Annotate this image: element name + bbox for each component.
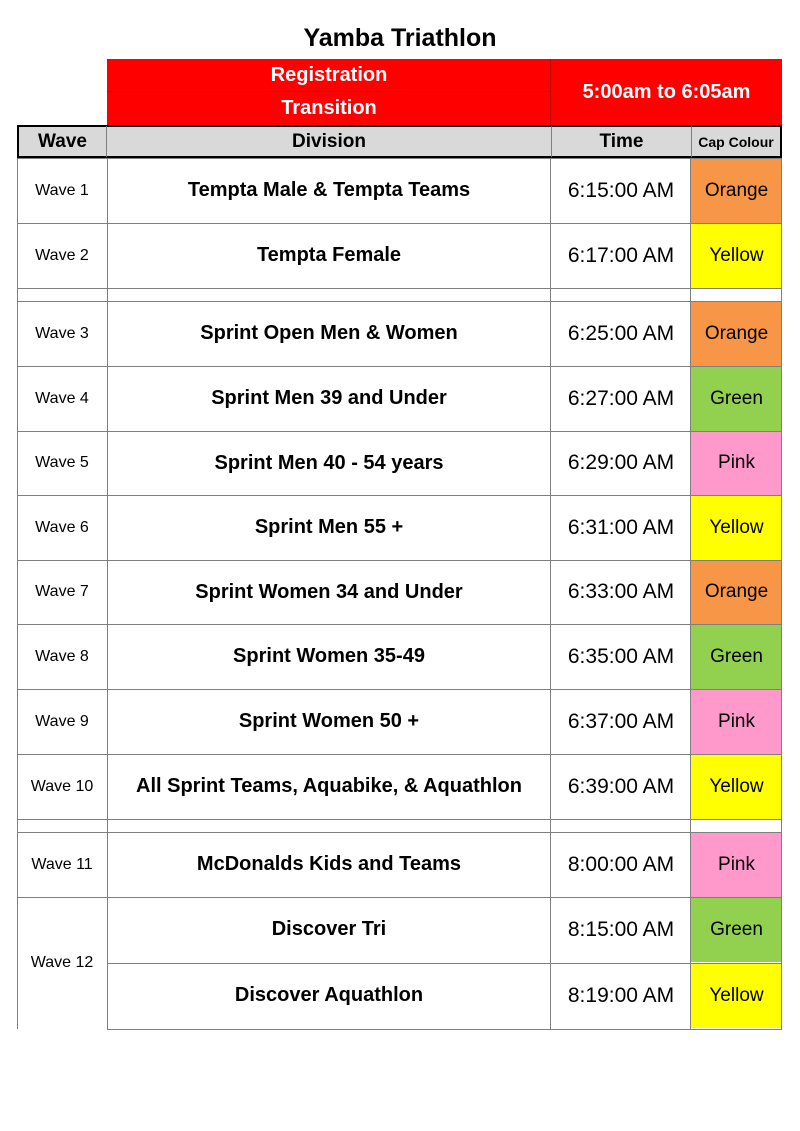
wave-cell-text: Wave 11 bbox=[31, 855, 93, 873]
division-cell bbox=[107, 366, 551, 431]
cap-colour-cell-text: Green bbox=[710, 918, 763, 940]
time-cell-text: 8:15:00 AM bbox=[567, 917, 675, 941]
row-divider bbox=[17, 754, 782, 755]
time-cell bbox=[551, 689, 691, 754]
division-cell bbox=[107, 560, 551, 624]
division-cell bbox=[107, 832, 551, 897]
wave-cell-text: Wave 2 bbox=[35, 246, 89, 264]
wave-cell bbox=[17, 158, 107, 223]
row-divider bbox=[17, 495, 782, 496]
cap-colour-cell-text: Green bbox=[710, 645, 763, 667]
row-divider bbox=[17, 223, 782, 224]
division-cell-text: Sprint Women 34 and Under bbox=[195, 580, 463, 603]
wave-cell bbox=[17, 754, 107, 819]
cap-colour-cell-text: Yellow bbox=[709, 984, 764, 1006]
division-cell-text: Sprint Men 40 - 54 years bbox=[214, 451, 444, 474]
column-header-division-text: Division bbox=[292, 130, 366, 152]
wave-cell-text: Wave 5 bbox=[35, 454, 89, 471]
transition-label bbox=[107, 92, 551, 125]
column-divider bbox=[107, 158, 108, 1029]
wave-cell bbox=[17, 495, 107, 560]
cap-colour-cell-text: Yellow bbox=[709, 516, 764, 538]
spacer-divider bbox=[17, 288, 782, 289]
wave-cell-text: Wave 12 bbox=[30, 954, 94, 971]
cap-colour-cell bbox=[691, 495, 782, 560]
cap-colour-cell bbox=[691, 624, 782, 689]
row-divider bbox=[17, 832, 782, 833]
wave-cell-text: Wave 6 bbox=[35, 518, 89, 536]
registration-text: Registration bbox=[270, 64, 388, 86]
division-cell-text: Sprint Women 50 + bbox=[238, 710, 420, 732]
row-divider bbox=[17, 689, 782, 690]
wave-cell bbox=[17, 560, 107, 624]
time-cell bbox=[551, 560, 691, 624]
wave-cell-text: Wave 10 bbox=[30, 777, 94, 795]
cap-colour-cell-text: Yellow bbox=[709, 775, 764, 797]
wave-cell bbox=[17, 431, 107, 495]
division-cell-text: All Sprint Teams, Aquabike, & Aquathlon bbox=[136, 775, 522, 797]
wave-cell-text: Wave 7 bbox=[35, 583, 89, 600]
time-cell-text: 8:19:00 AM bbox=[567, 983, 675, 1007]
time-cell-text: 8:00:00 AM bbox=[567, 852, 675, 876]
cap-colour-cell-text: Orange bbox=[704, 179, 769, 201]
column-header-time bbox=[551, 125, 691, 158]
cap-colour-cell bbox=[691, 560, 782, 624]
page-title: Yamba Triathlon bbox=[303, 24, 497, 52]
division-cell bbox=[107, 301, 551, 366]
time-cell-text: 6:25:00 AM bbox=[567, 321, 675, 345]
red-divider-vertical bbox=[550, 59, 551, 125]
cap-colour-cell bbox=[691, 897, 782, 962]
left-border bbox=[17, 158, 18, 1029]
column-divider bbox=[550, 158, 551, 1029]
row-divider bbox=[17, 897, 782, 898]
time-cell bbox=[551, 963, 691, 1028]
wave-cell bbox=[17, 624, 107, 689]
registration-time-text: 5:00am to 6:05am bbox=[582, 80, 751, 103]
division-cell-text: Tempta Male & Tempta Teams bbox=[187, 179, 471, 201]
column-divider bbox=[690, 158, 691, 1029]
cap-colour-cell bbox=[691, 689, 782, 754]
cap-colour-cell-text: Green bbox=[710, 387, 763, 409]
division-cell bbox=[107, 689, 551, 754]
column-header-time-text: Time bbox=[599, 130, 644, 152]
time-cell-text: 6:17:00 AM bbox=[567, 243, 675, 267]
time-cell bbox=[551, 301, 691, 366]
time-cell bbox=[551, 624, 691, 689]
cap-colour-cell bbox=[691, 366, 782, 431]
division-cell bbox=[107, 431, 551, 495]
division-cell bbox=[107, 624, 551, 689]
division-cell-text: Sprint Men 39 and Under bbox=[211, 387, 447, 409]
row-divider bbox=[17, 560, 782, 561]
cap-colour-cell-text: Pink bbox=[718, 452, 755, 473]
division-cell-text: Sprint Men 55 + bbox=[254, 516, 404, 538]
wave-cell bbox=[17, 366, 107, 431]
division-cell bbox=[107, 754, 551, 819]
wave-cell bbox=[17, 223, 107, 288]
time-cell-text: 6:35:00 AM bbox=[567, 644, 675, 668]
row-divider bbox=[17, 366, 782, 367]
division-cell bbox=[107, 963, 551, 1028]
column-header-cap-text: Cap Colour bbox=[698, 133, 774, 150]
cap-colour-cell-text: Yellow bbox=[709, 244, 764, 266]
time-cell bbox=[551, 158, 691, 223]
time-cell bbox=[551, 366, 691, 431]
wave-cell-text: Wave 1 bbox=[35, 181, 89, 199]
cap-colour-cell bbox=[691, 158, 782, 223]
time-cell bbox=[551, 754, 691, 819]
time-cell-text: 6:27:00 AM bbox=[567, 386, 675, 410]
time-cell bbox=[551, 897, 691, 962]
time-cell-text: 6:31:00 AM bbox=[567, 515, 675, 539]
division-cell-text: Tempta Female bbox=[256, 244, 402, 266]
division-cell bbox=[107, 897, 551, 962]
cap-colour-cell-text: Pink bbox=[718, 710, 755, 732]
division-cell-text: McDonalds Kids and Teams bbox=[196, 853, 462, 875]
division-cell bbox=[107, 495, 551, 560]
time-cell-text: 6:15:00 AM bbox=[567, 178, 675, 202]
division-cell-text: Sprint Open Men & Women bbox=[200, 322, 458, 344]
time-cell bbox=[551, 431, 691, 495]
column-header-wave bbox=[17, 125, 107, 158]
division-cell bbox=[107, 158, 551, 223]
row-divider bbox=[107, 963, 782, 964]
cap-colour-cell bbox=[691, 754, 782, 819]
time-cell bbox=[551, 832, 691, 897]
spacer-divider bbox=[17, 819, 782, 820]
cap-colour-cell-text: Pink bbox=[718, 853, 755, 875]
time-cell bbox=[551, 223, 691, 288]
wave-cell-text: Wave 8 bbox=[35, 647, 89, 665]
wave-cell bbox=[17, 897, 107, 1029]
row-divider bbox=[17, 158, 782, 159]
division-cell-text: Discover Tri bbox=[271, 918, 387, 940]
division-cell bbox=[107, 223, 551, 288]
cap-colour-cell bbox=[691, 223, 782, 288]
registration-label bbox=[107, 59, 551, 92]
wave-cell bbox=[17, 689, 107, 754]
table-bottom-border bbox=[107, 1029, 782, 1030]
division-cell-text: Sprint Women 35-49 bbox=[233, 645, 425, 667]
column-header-division bbox=[107, 125, 551, 158]
wave-cell bbox=[17, 301, 107, 366]
division-cell-text: Discover Aquathlon bbox=[234, 984, 424, 1006]
row-divider bbox=[17, 301, 782, 302]
cap-colour-cell bbox=[691, 431, 782, 495]
cap-colour-cell bbox=[691, 832, 782, 897]
transition-text: Transition bbox=[281, 97, 377, 119]
column-header-cap bbox=[691, 125, 782, 158]
cap-colour-cell-text: Orange bbox=[704, 322, 769, 344]
time-cell-text: 6:29:00 AM bbox=[567, 451, 675, 474]
time-cell-text: 6:37:00 AM bbox=[567, 709, 675, 733]
right-border bbox=[781, 158, 782, 1029]
row-divider bbox=[17, 431, 782, 432]
cap-colour-cell-text: Orange bbox=[704, 581, 769, 602]
red-divider bbox=[107, 91, 551, 92]
time-cell-text: 6:33:00 AM bbox=[567, 580, 675, 603]
time-cell bbox=[551, 495, 691, 560]
wave-cell-text: Wave 9 bbox=[35, 712, 89, 730]
registration-time bbox=[551, 59, 782, 125]
wave-cell-text: Wave 3 bbox=[35, 324, 89, 342]
wave-cell bbox=[17, 832, 107, 897]
cap-colour-cell bbox=[691, 301, 782, 366]
cap-colour-cell bbox=[691, 963, 782, 1028]
time-cell-text: 6:39:00 AM bbox=[567, 774, 675, 798]
wave-cell-text: Wave 4 bbox=[35, 389, 89, 407]
row-divider bbox=[17, 624, 782, 625]
column-header-wave-text: Wave bbox=[38, 130, 87, 152]
